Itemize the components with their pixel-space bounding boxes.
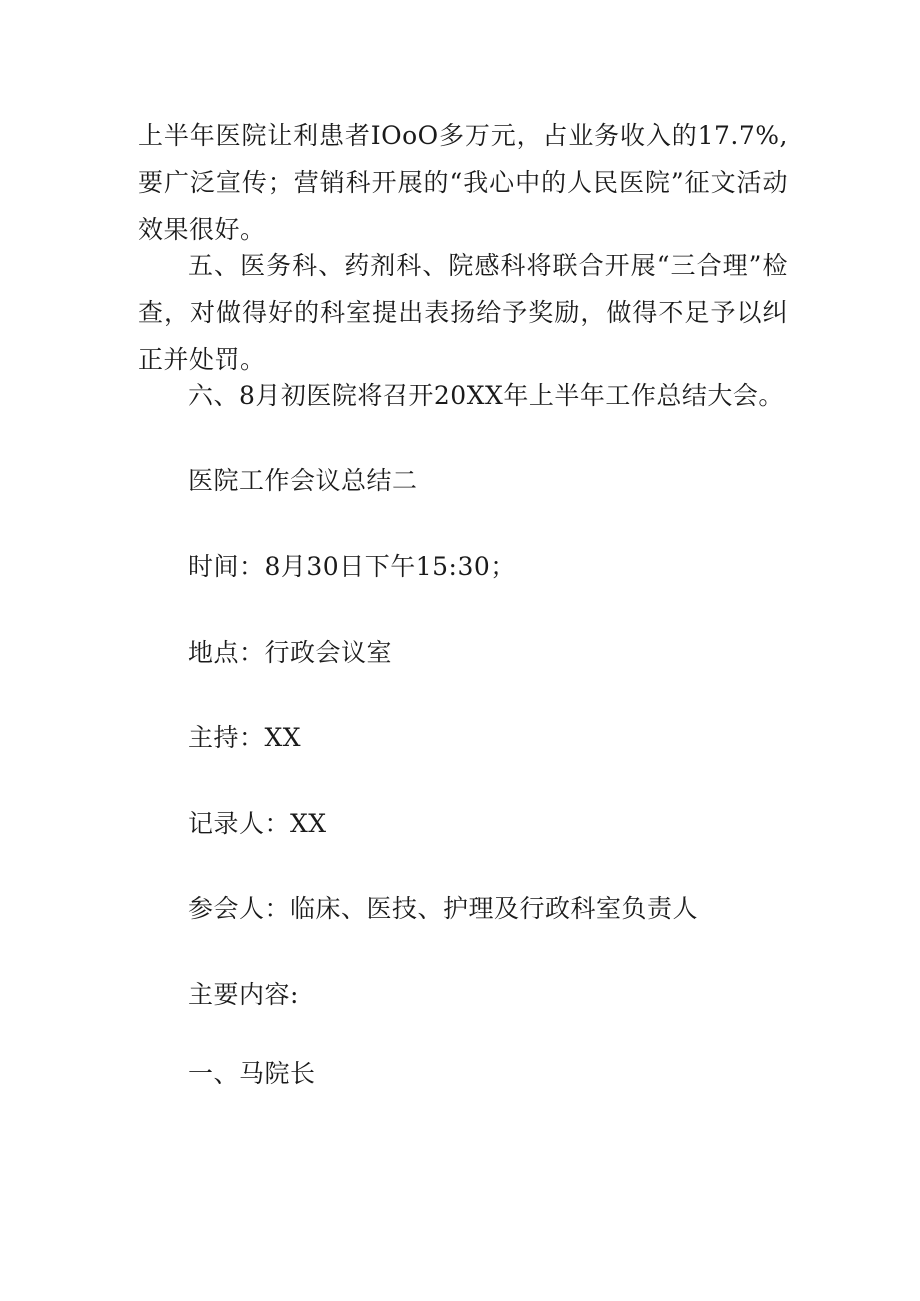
meeting-location: 地点：行政会议室 [188,638,393,667]
paragraph-item-five: 五、医务科、药剂科、院感科将联合开展“三合理”检查，对做得好的科室提出表扬给予奖励，做得不足予以纠正并处罚。 [138,251,788,374]
item-one-heading: 一、马院长 [188,1059,316,1088]
paragraph-patient-discount: 上半年医院让利患者IOoO多万元，占业务收入的17.7%,要广泛宣传；营销科开展的“我心中的人民医院”征文活动效果很好。 [138,121,788,244]
meeting-recorder: 记录人：XX [188,809,327,838]
meeting-host: 主持：XX [188,723,302,752]
meeting-attendees: 参会人：临床、医技、护理及行政科室负责人 [188,894,699,923]
paragraph-item-six: 六、8月初医院将召开20XX年上半年工作总结大会。 [188,381,784,410]
meeting-time: 时间：8月30日下午15:30； [188,552,516,581]
section-title: 医院工作会议总结二 [188,466,418,495]
main-content-label: 主要内容: [188,980,299,1009]
